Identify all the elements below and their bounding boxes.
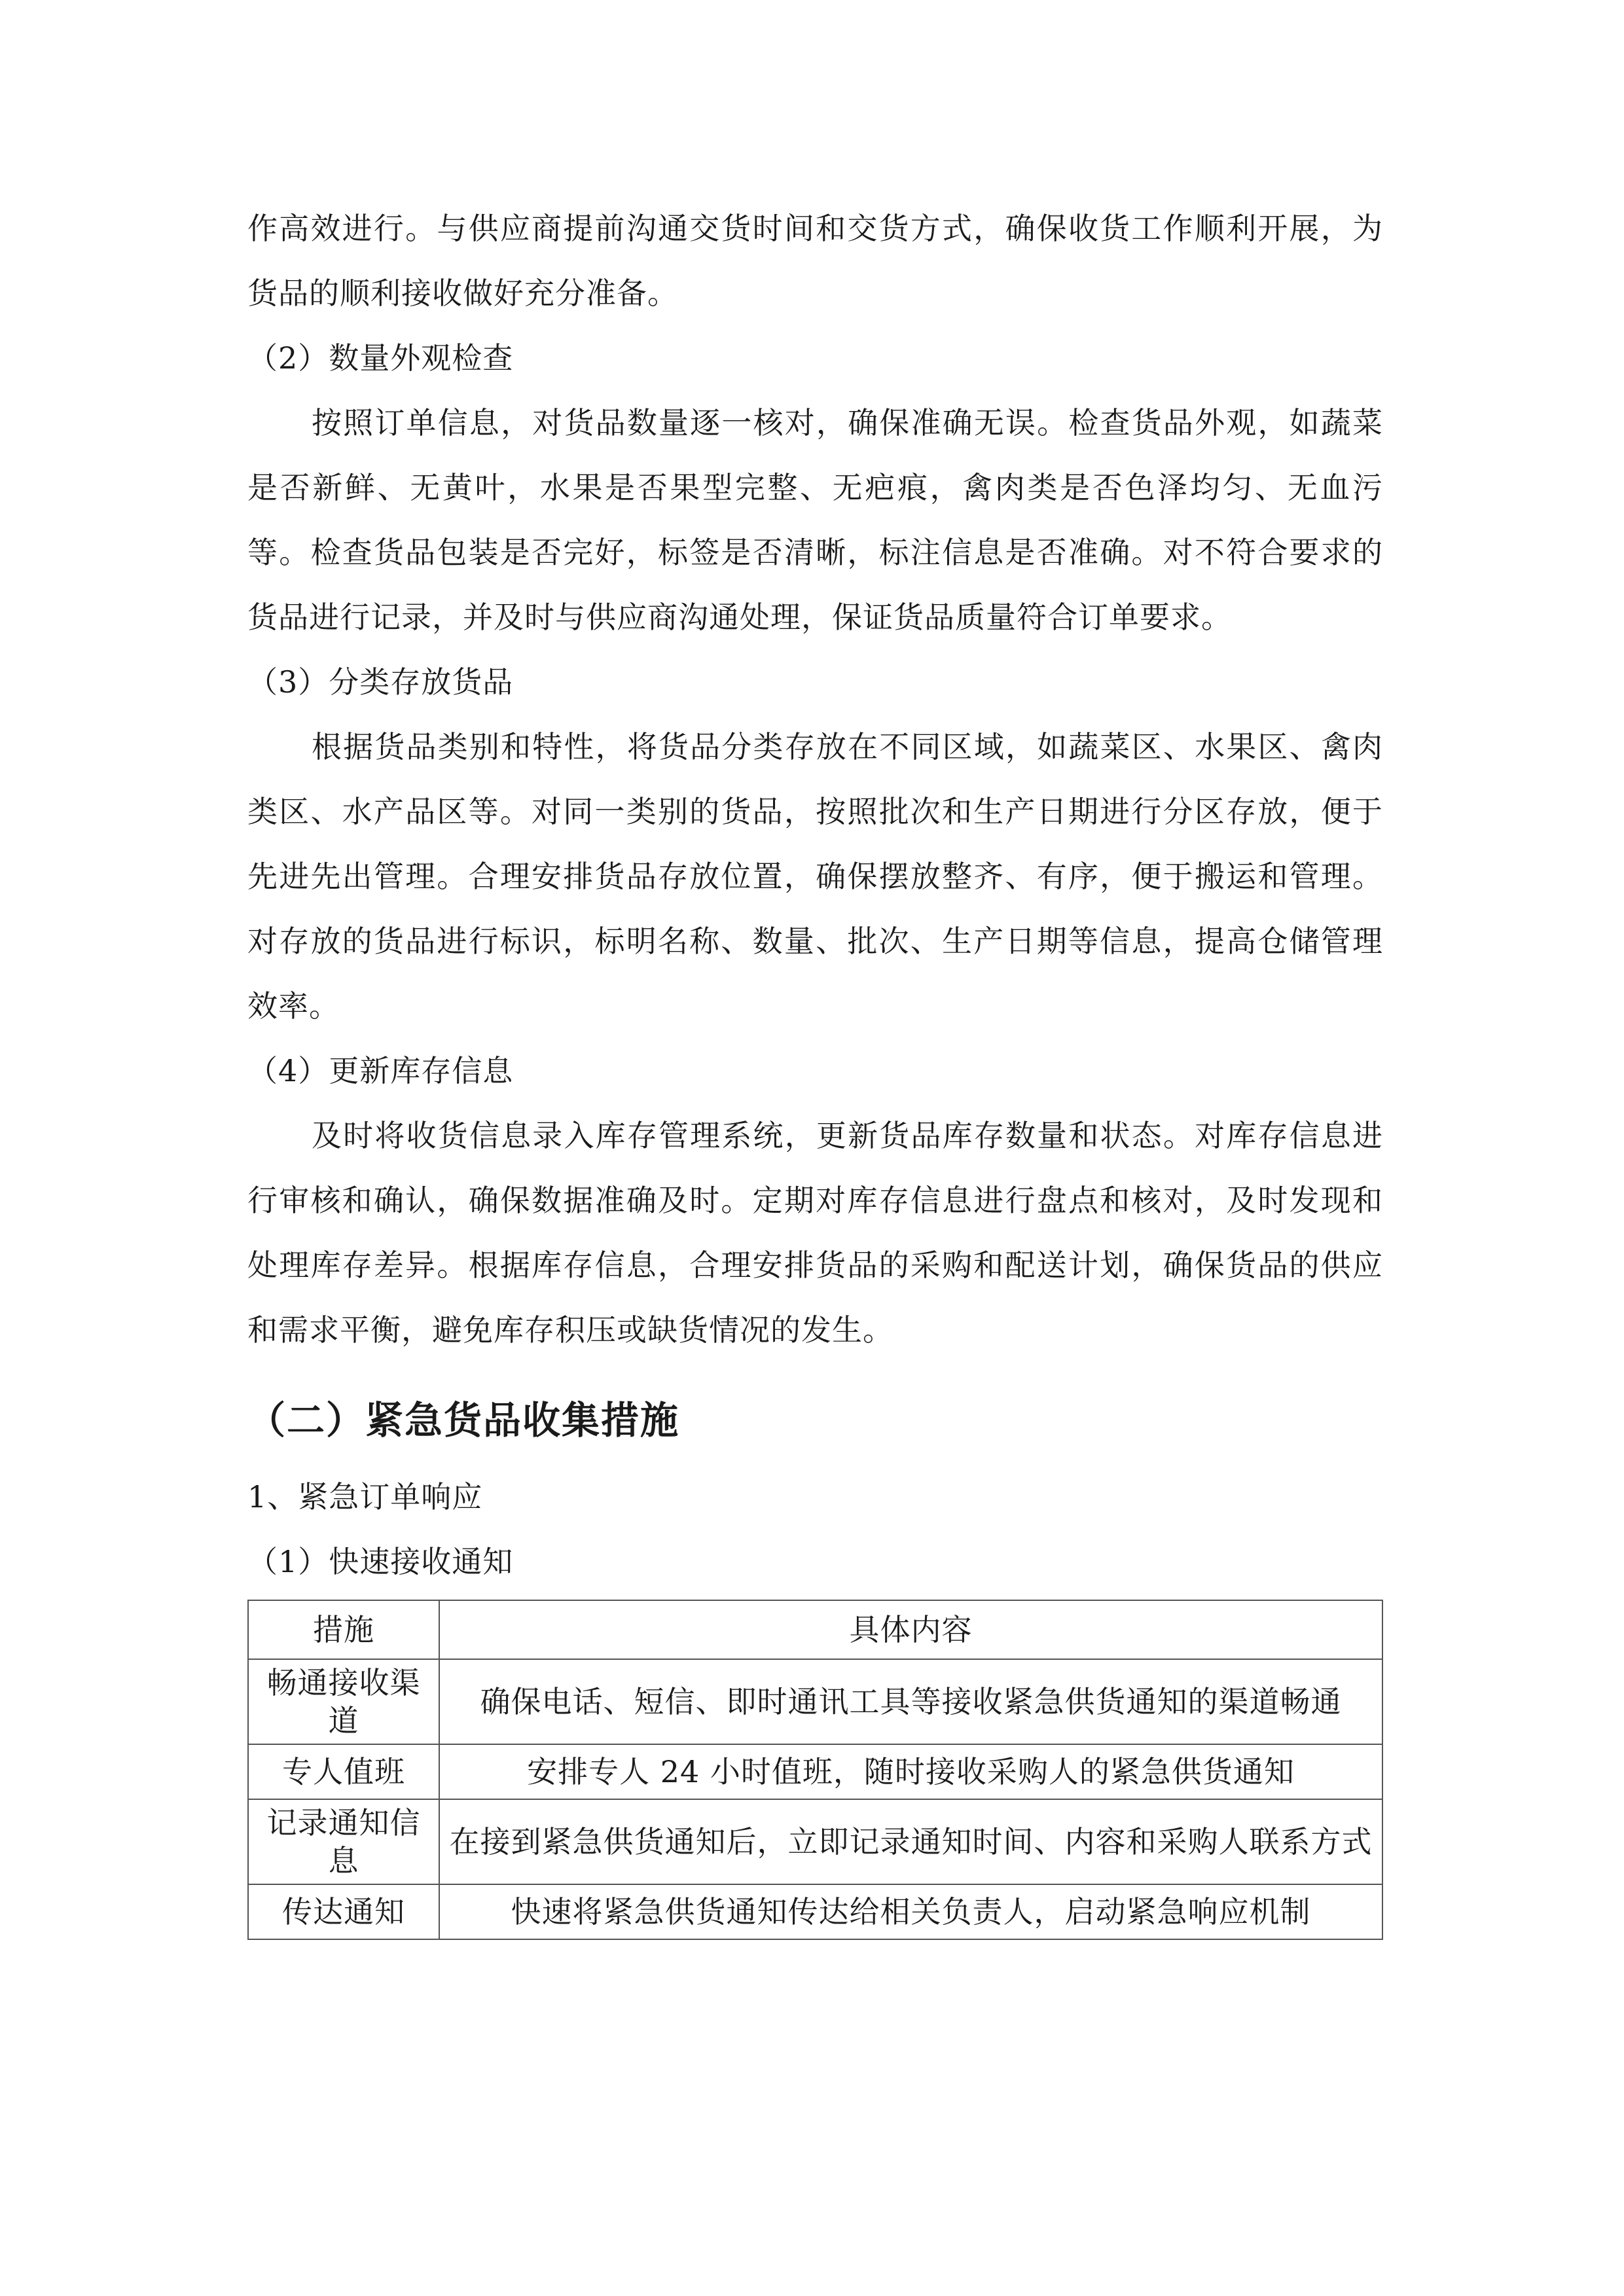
page-content <box>247 196 1383 1940</box>
subsection-body-4: 及时将收货信息录入库存管理系统，更新货品库存数量和状态。对库存信息进行审核和确认，确保数据准确及时。定期对库存信息进行盘点和核对，及时发现和处理库存差异。根据库存信息，合理安排货品的采购和配送计划，确保货品的供应和需求平衡，避免库存积压或缺货情况的发生。 <box>247 1118 1383 1348</box>
table-header-cell: 具体内容 <box>439 1600 1382 1659</box>
subsection-body-3: 根据货品类别和特性，将货品分类存放在不同区域，如蔬菜区、水果区、禽肉类区、水产品区等。对同一类别的货品，按照批次和生产日期进行分区存放，便于先进先出管理。合理安排货品存放位置，确保摆放整齐、有序，便于搬运和管理。对存放的货品进行标识，标明名称、数量、批次、生产日期等信息，提高仓储管理效率。 <box>247 729 1383 1024</box>
table-cell-content: 安排专人 24 小时值班，随时接收采购人的紧急供货通知 <box>439 1744 1382 1799</box>
table-row <box>248 1799 1382 1884</box>
table-cell-measure: 记录通知信息 <box>248 1799 439 1884</box>
intro-paragraph: 作高效进行。与供应商提前沟通交货时间和交货方式，确保收货工作顺利开展，为货品的顺利接收做好充分准备。 <box>247 211 1383 311</box>
table-cell-content: 快速将紧急供货通知传达给相关负责人，启动紧急响应机制 <box>439 1884 1382 1939</box>
table-row <box>248 1744 1382 1799</box>
subsection-title-4: （4）更新库存信息 <box>247 1053 514 1088</box>
table-header-row <box>248 1600 1382 1659</box>
table-cell-measure: 畅通接收渠道 <box>248 1659 439 1744</box>
item-title: 1、紧急订单响应 <box>247 1479 483 1515</box>
table-row <box>248 1659 1382 1744</box>
subsection-title-3: （3）分类存放货品 <box>247 664 514 700</box>
table-header-cell: 措施 <box>248 1600 439 1659</box>
table-cell-measure: 专人值班 <box>248 1744 439 1799</box>
table-cell-content: 确保电话、短信、即时通讯工具等接收紧急供货通知的渠道畅通 <box>439 1659 1382 1744</box>
measures-table <box>247 1600 1383 1940</box>
section-heading: （二）紧急货品收集措施 <box>247 1398 680 1443</box>
table-cell-measure: 传达通知 <box>248 1884 439 1939</box>
subsection-title-2: （2）数量外观检查 <box>247 340 514 376</box>
subitem-title: （1）快速接收通知 <box>247 1544 514 1579</box>
table-row <box>248 1884 1382 1939</box>
table-cell-content: 在接到紧急供货通知后，立即记录通知时间、内容和采购人联系方式 <box>439 1799 1382 1884</box>
subsection-body-2: 按照订单信息，对货品数量逐一核对，确保准确无误。检查货品外观，如蔬菜是否新鲜、无黄叶，水果是否果型完整、无疤痕，禽肉类是否色泽均匀、无血污等。检查货品包装是否完好，标签是否清晰，标注信息是否准确。对不符合要求的货品进行记录，并及时与供应商沟通处理，保证货品质量符合订单要求。 <box>247 405 1383 635</box>
